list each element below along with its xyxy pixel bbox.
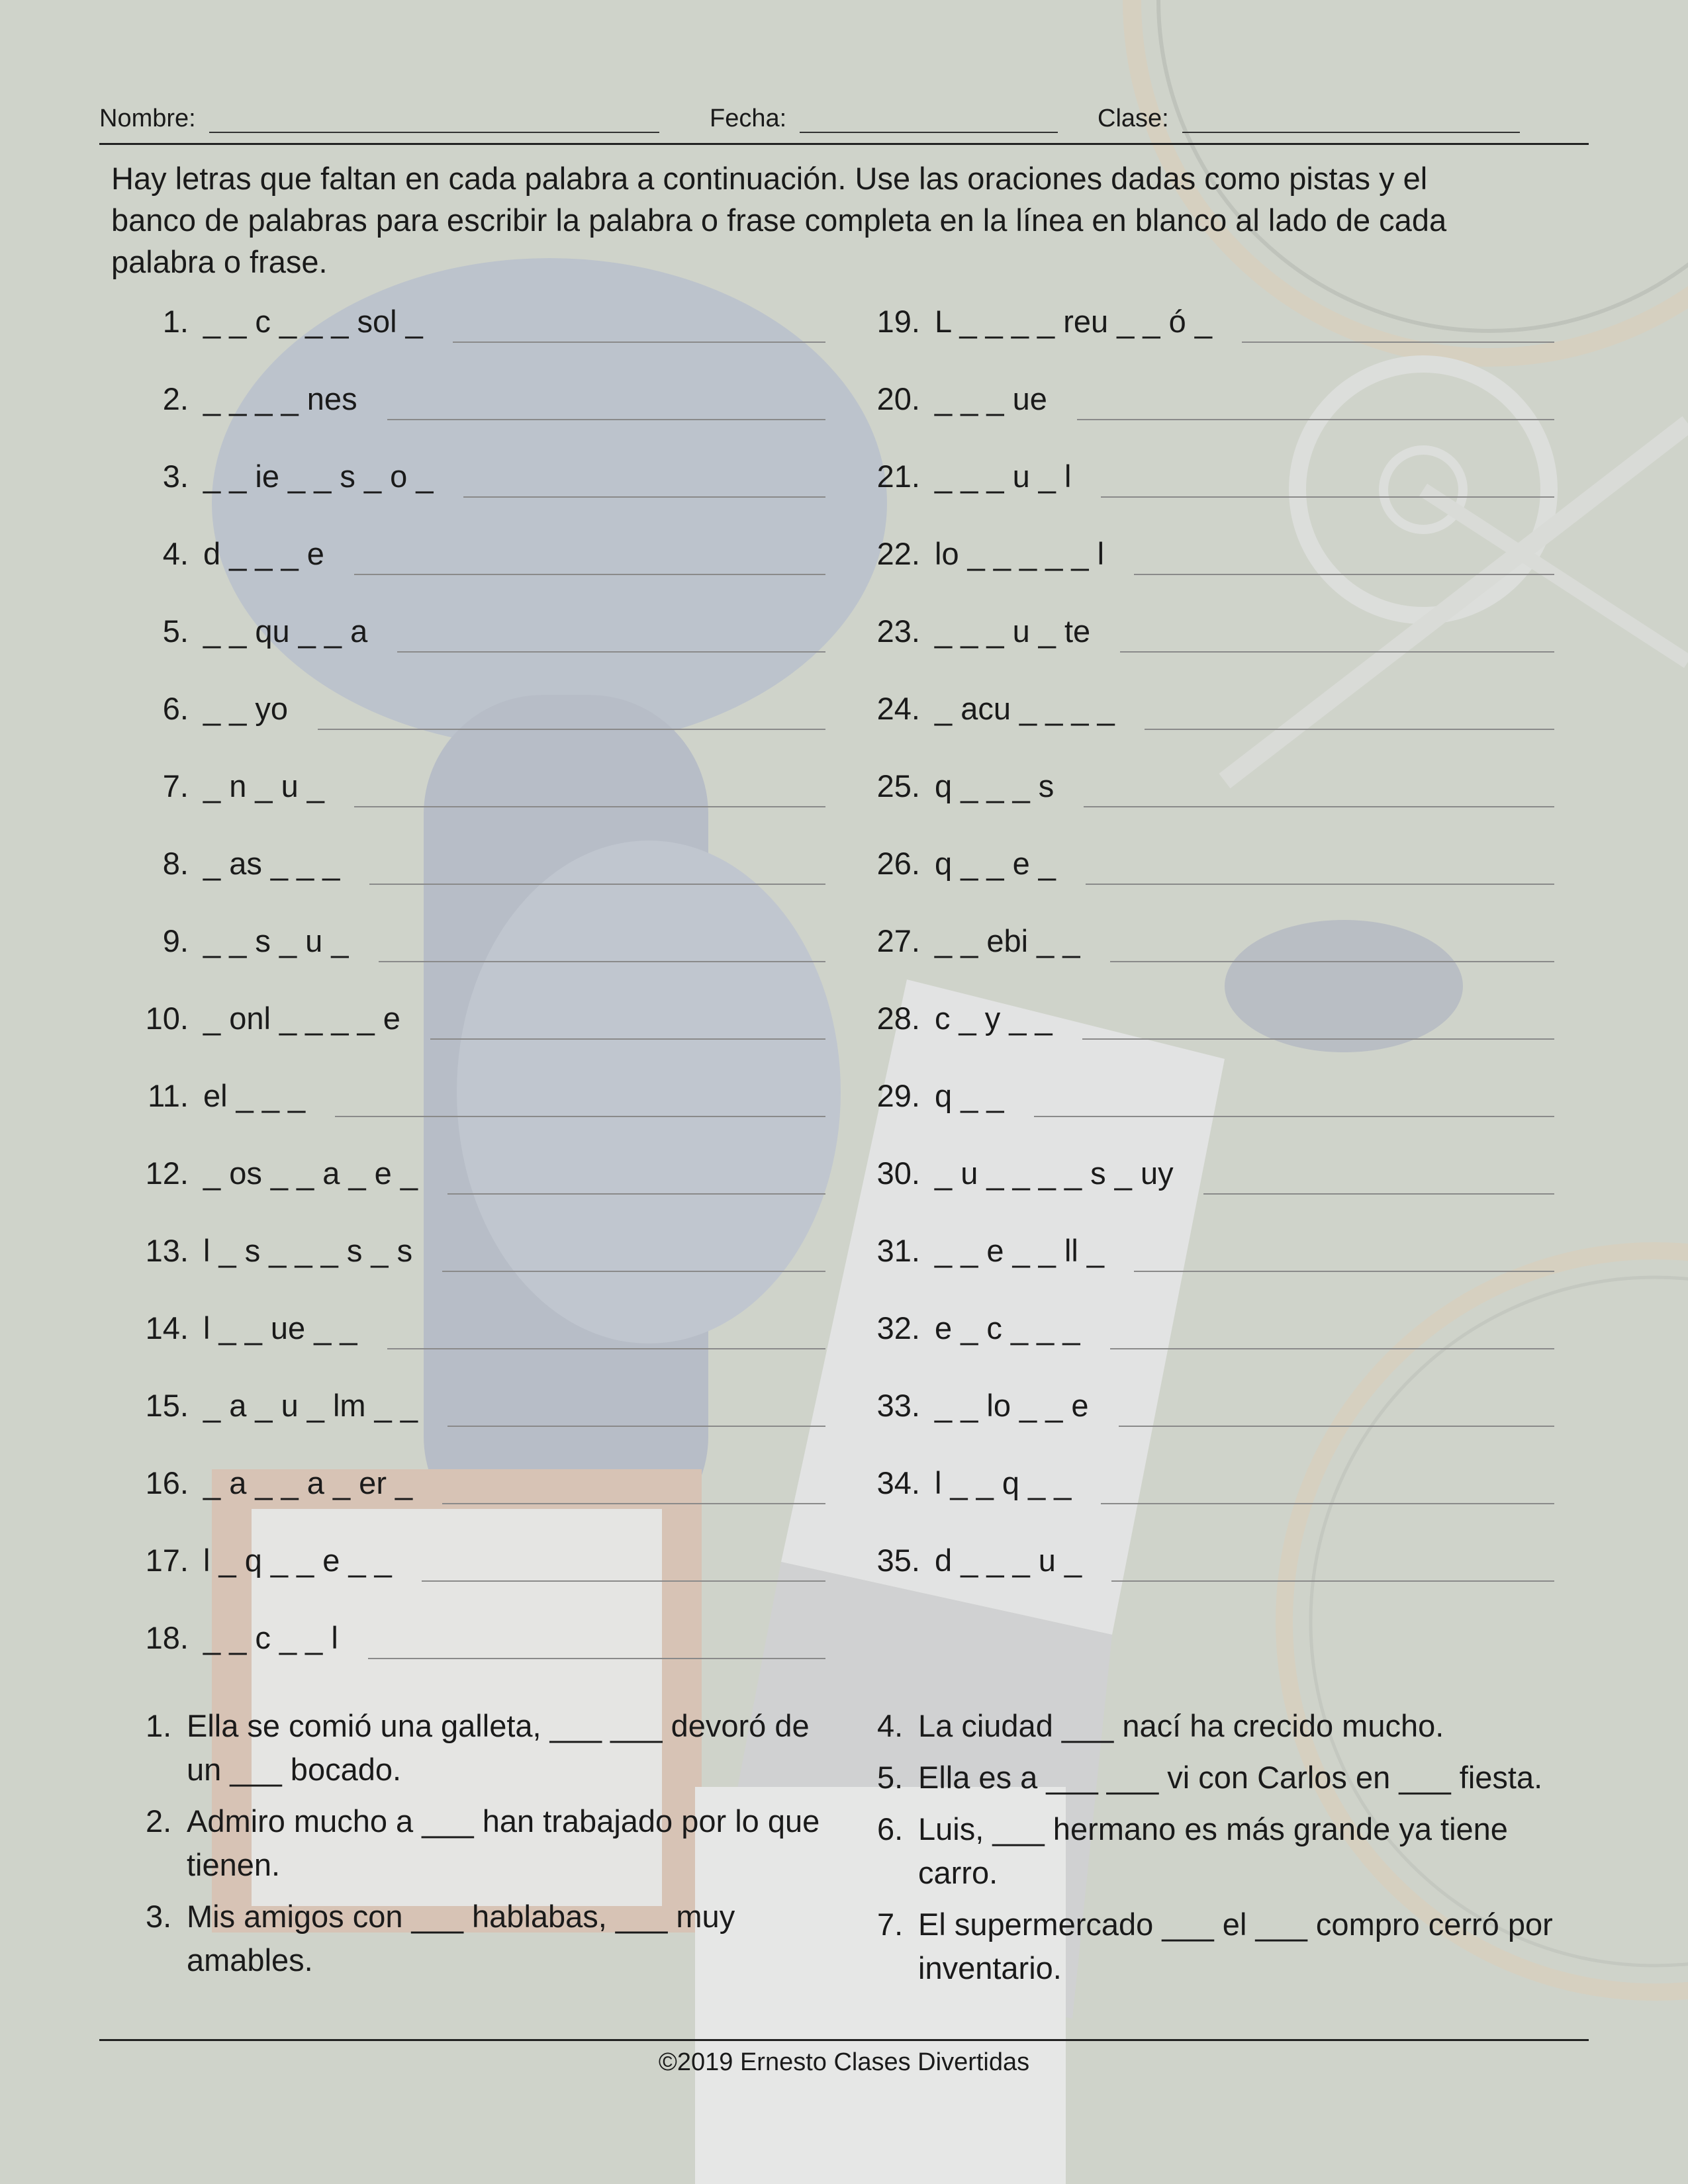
item-number: 28. — [876, 1001, 920, 1036]
word-pattern: _ _ e _ _ ll _ — [935, 1233, 1105, 1268]
item-number: 25. — [876, 768, 920, 803]
item-number: 35. — [876, 1543, 920, 1578]
item-number: 29. — [876, 1078, 920, 1113]
item-number: 20. — [876, 381, 920, 416]
sentence-text: Ella es a ___ ___ vi con Carlos en ___ fiesta. — [918, 1760, 1543, 1795]
answer-line[interactable] — [354, 768, 825, 807]
word-pattern: q _ _ — [935, 1078, 1004, 1113]
list-item — [861, 458, 1554, 535]
clue-sentence — [877, 1756, 1566, 1799]
word-pattern: _ _ _ _ nes — [203, 381, 357, 416]
item-number: 8. — [162, 846, 189, 881]
answer-line[interactable] — [442, 1232, 825, 1272]
answer-line[interactable] — [369, 845, 825, 885]
sentence-text: Ella se comió una galleta, ___ ___ devoró de un ___ bocado. — [187, 1708, 810, 1787]
answer-line[interactable] — [447, 1387, 825, 1427]
list-item — [129, 613, 825, 690]
list-item — [129, 1387, 825, 1465]
word-pattern: c _ y _ _ — [935, 1001, 1053, 1036]
date-label: Fecha: — [710, 105, 787, 132]
sentence-number: 6. — [877, 1811, 904, 1846]
class-field — [1098, 105, 1520, 133]
clue-sentence — [146, 1704, 834, 1792]
word-pattern: _ _ ie _ _ s _ o _ — [203, 459, 434, 494]
answer-line[interactable] — [430, 1000, 825, 1040]
date-blank[interactable] — [800, 105, 1058, 133]
list-item — [861, 690, 1554, 768]
items-column-left — [129, 303, 825, 1697]
list-item — [861, 1387, 1554, 1465]
answer-line[interactable] — [379, 923, 826, 962]
answer-line[interactable] — [1242, 303, 1554, 343]
item-number: 3. — [162, 459, 189, 494]
word-pattern: L _ _ _ _ reu _ _ ó _ — [935, 304, 1212, 339]
list-item — [861, 1000, 1554, 1077]
answer-line[interactable] — [1111, 1542, 1554, 1582]
clue-sentences-left — [146, 1704, 834, 1990]
item-number: 27. — [876, 923, 920, 958]
list-item — [129, 1000, 825, 1077]
answer-line[interactable] — [397, 613, 825, 653]
item-number: 12. — [145, 1156, 189, 1191]
word-pattern: _ _ c _ _ l — [203, 1620, 338, 1655]
word-pattern: _ acu _ _ _ _ — [935, 691, 1115, 726]
name-blank[interactable] — [209, 105, 659, 133]
item-number: 32. — [876, 1310, 920, 1345]
answer-line[interactable] — [1119, 1387, 1554, 1427]
list-item — [861, 381, 1554, 458]
word-pattern: q _ _ _ s — [935, 768, 1055, 803]
list-item — [129, 1619, 825, 1697]
list-item — [129, 381, 825, 458]
sentence-number: 7. — [877, 1907, 904, 1942]
word-pattern: l _ q _ _ e _ _ — [203, 1543, 392, 1578]
sentence-text: El supermercado ___ el ___ compro cerró por inventario. — [918, 1907, 1553, 1985]
item-number: 2. — [162, 381, 189, 416]
list-item — [129, 1465, 825, 1542]
class-blank[interactable] — [1182, 105, 1520, 133]
list-item — [861, 1465, 1554, 1542]
answer-line[interactable] — [1086, 845, 1554, 885]
word-pattern: _ n _ u _ — [203, 768, 324, 803]
word-pattern: _ _ yo — [203, 691, 289, 726]
list-item — [861, 1232, 1554, 1310]
word-pattern: _ onl _ _ _ _ e — [203, 1001, 400, 1036]
student-info-header — [99, 99, 1589, 145]
word-pattern: q _ _ e _ — [935, 846, 1056, 881]
item-number: 11. — [148, 1078, 189, 1113]
item-number: 10. — [145, 1001, 189, 1036]
word-pattern: e _ c _ _ _ — [935, 1310, 1080, 1345]
clue-sentences-right — [877, 1704, 1566, 1998]
list-item — [129, 1310, 825, 1387]
answer-line[interactable] — [1077, 381, 1554, 420]
answer-line[interactable] — [1082, 1000, 1554, 1040]
answer-line[interactable] — [463, 458, 825, 498]
sentence-number: 2. — [146, 1803, 172, 1839]
list-item — [129, 303, 825, 381]
clue-sentence — [877, 1903, 1566, 1990]
footer-divider — [99, 2039, 1589, 2041]
list-item — [861, 768, 1554, 845]
answer-line[interactable] — [453, 303, 825, 343]
answer-line[interactable] — [368, 1619, 825, 1659]
word-pattern: _ _ _ u _ l — [935, 459, 1072, 494]
copyright-footer: ©2019 Ernesto Clases Divertidas — [658, 2048, 1030, 2076]
list-item — [129, 845, 825, 923]
answer-line[interactable] — [442, 1465, 825, 1504]
item-number: 9. — [162, 923, 189, 958]
item-number: 6. — [162, 691, 189, 726]
word-pattern: l _ _ ue _ _ — [203, 1310, 357, 1345]
answer-line[interactable] — [1034, 1077, 1554, 1117]
item-number: 22. — [876, 536, 920, 571]
list-item — [129, 1232, 825, 1310]
word-pattern: _ _ _ u _ te — [935, 614, 1091, 649]
name-label: Nombre: — [99, 105, 196, 132]
word-pattern: _ a _ _ a _ er _ — [203, 1465, 413, 1500]
answer-line[interactable] — [1084, 768, 1554, 807]
item-number: 1. — [162, 304, 189, 339]
list-item — [861, 1310, 1554, 1387]
word-pattern: _ _ _ ue — [935, 381, 1047, 416]
word-pattern: _ as _ _ _ — [203, 846, 340, 881]
answer-line[interactable] — [422, 1542, 825, 1582]
word-pattern: l _ s _ _ _ s _ s — [203, 1233, 413, 1268]
answer-line[interactable] — [1134, 1232, 1554, 1272]
class-label: Clase: — [1098, 105, 1169, 132]
answer-line[interactable] — [1110, 1310, 1555, 1349]
list-item — [861, 1542, 1554, 1619]
instructions: Hay letras que faltan en cada palabra a continuación. Use las oraciones dadas como pistas y el banco de palabras para escribir la palabra o frase completa en la línea en blanco al lado de cada palabra o frase. — [111, 161, 1447, 279]
list-item — [861, 1077, 1554, 1155]
answer-line[interactable] — [1101, 1465, 1554, 1504]
item-number: 31. — [876, 1233, 920, 1268]
sentence-text: Luis, ___ hermano es más grande ya tiene carro. — [918, 1811, 1508, 1890]
item-number: 21. — [876, 459, 920, 494]
list-item — [861, 845, 1554, 923]
sentence-number: 1. — [146, 1708, 172, 1743]
list-item — [861, 613, 1554, 690]
clue-sentence — [146, 1895, 834, 1982]
answer-line[interactable] — [1145, 690, 1554, 730]
answer-line[interactable] — [354, 535, 825, 575]
answer-line[interactable] — [447, 1155, 825, 1195]
items-column-right — [861, 303, 1554, 1619]
item-number: 16. — [145, 1465, 189, 1500]
sentence-number: 4. — [877, 1708, 904, 1743]
answer-line[interactable] — [1134, 535, 1554, 575]
item-number: 4. — [162, 536, 189, 571]
clue-sentence — [146, 1799, 834, 1887]
sentence-number: 3. — [146, 1899, 172, 1934]
item-number: 18. — [145, 1620, 189, 1655]
word-pattern: _ os _ _ a _ e _ — [203, 1156, 418, 1191]
sentence-text: Admiro mucho a ___ han trabajado por lo que tienen. — [187, 1803, 820, 1882]
list-item — [861, 303, 1554, 381]
item-number: 23. — [876, 614, 920, 649]
item-number: 26. — [876, 846, 920, 881]
sentence-text: La ciudad ___ nací ha crecido mucho. — [918, 1708, 1444, 1743]
item-number: 7. — [162, 768, 189, 803]
word-pattern: _ _ c _ _ _ sol _ — [203, 304, 423, 339]
item-number: 5. — [162, 614, 189, 649]
word-pattern: l _ _ q _ _ — [935, 1465, 1072, 1500]
word-pattern: el _ _ _ — [203, 1078, 306, 1113]
list-item — [129, 535, 825, 613]
list-item — [129, 923, 825, 1000]
list-item — [861, 1155, 1554, 1232]
list-item — [129, 1542, 825, 1619]
sentence-number: 5. — [877, 1760, 904, 1795]
item-number: 14. — [145, 1310, 189, 1345]
list-item — [861, 535, 1554, 613]
word-pattern: _ _ ebi _ _ — [935, 923, 1080, 958]
name-field — [99, 105, 659, 133]
clue-sentence — [877, 1807, 1566, 1895]
answer-line[interactable] — [1120, 613, 1554, 653]
answer-line[interactable] — [318, 690, 825, 730]
item-number: 17. — [145, 1543, 189, 1578]
item-number: 13. — [145, 1233, 189, 1268]
answer-line[interactable] — [1101, 458, 1554, 498]
item-number: 34. — [876, 1465, 920, 1500]
answer-line[interactable] — [1110, 923, 1554, 962]
list-item — [129, 768, 825, 845]
word-pattern: d _ _ _ u _ — [935, 1543, 1082, 1578]
answer-line[interactable] — [387, 1310, 825, 1349]
word-pattern: d _ _ _ e — [203, 536, 324, 571]
answer-line[interactable] — [335, 1077, 825, 1117]
item-number: 24. — [876, 691, 920, 726]
answer-line[interactable] — [387, 381, 825, 420]
answer-line[interactable] — [1203, 1155, 1554, 1195]
list-item — [861, 923, 1554, 1000]
word-pattern: _ _ s _ u _ — [203, 923, 349, 958]
list-item — [129, 458, 825, 535]
word-pattern: _ _ qu _ _ a — [203, 614, 368, 649]
item-number: 33. — [876, 1388, 920, 1423]
list-item — [129, 690, 825, 768]
word-pattern: _ u _ _ _ _ s _ uy — [935, 1156, 1174, 1191]
sentence-text: Mis amigos con ___ hablabas, ___ muy amables. — [187, 1899, 735, 1978]
item-number: 15. — [145, 1388, 189, 1423]
clue-sentence — [877, 1704, 1566, 1748]
word-pattern: _ _ lo _ _ e — [935, 1388, 1089, 1423]
word-pattern: lo _ _ _ _ _ l — [935, 536, 1105, 571]
word-pattern: _ a _ u _ lm _ _ — [203, 1388, 418, 1423]
list-item — [129, 1155, 825, 1232]
item-number: 30. — [876, 1156, 920, 1191]
list-item — [129, 1077, 825, 1155]
item-number: 19. — [876, 304, 920, 339]
date-field — [710, 105, 1058, 133]
